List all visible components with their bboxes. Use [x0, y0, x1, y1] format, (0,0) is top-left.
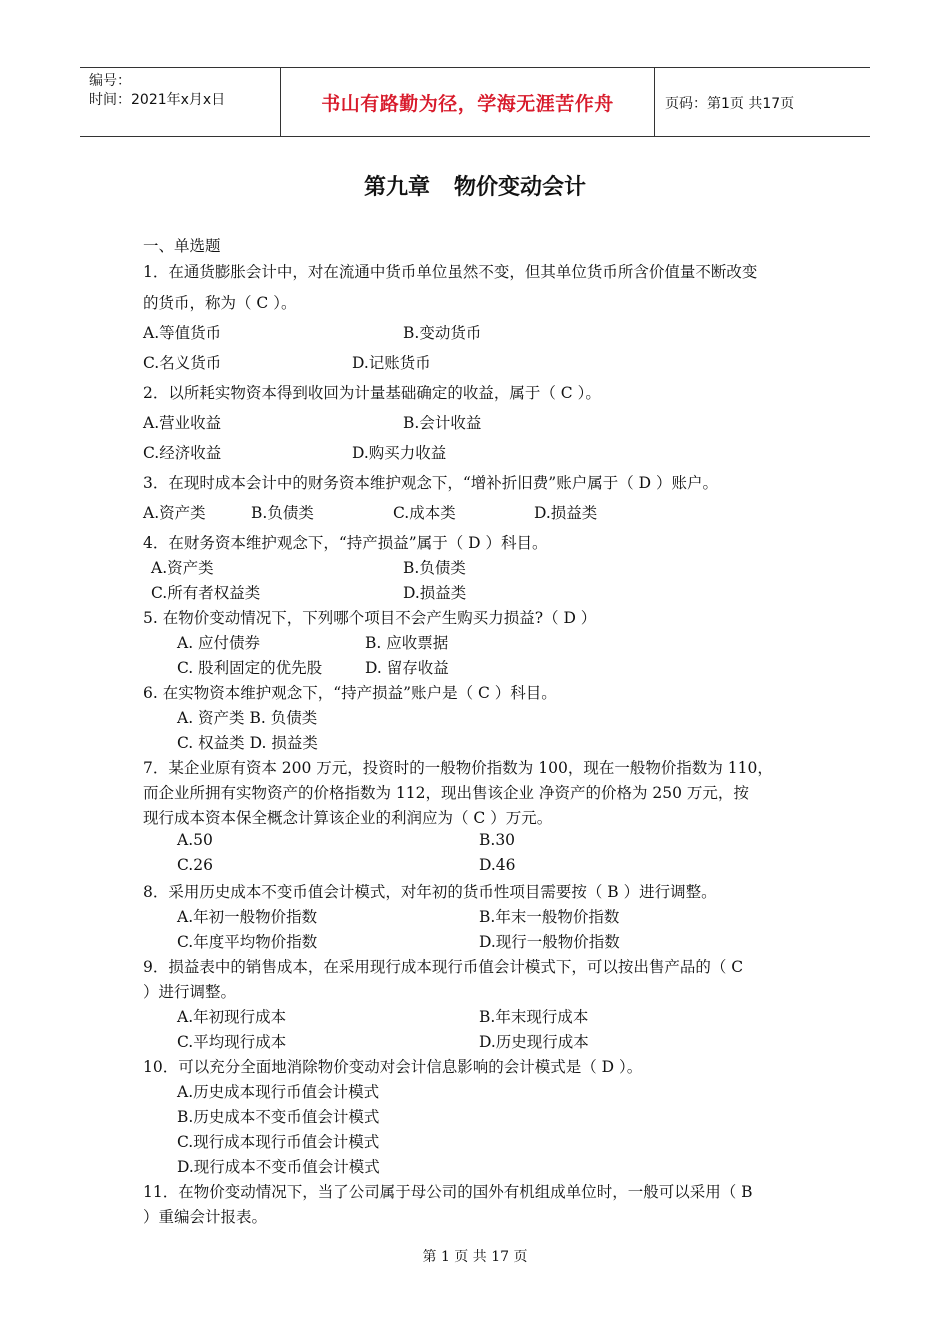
q5-option-d: D. 留存收益 [365, 659, 449, 677]
q8-stem: 8．采用历史成本不变币值会计模式，对年初的货币性项目需要按（ B ）进行调整。 [143, 883, 717, 901]
q3-stem: 3．在现时成本会计中的财务资本维护观念下，“增补折旧费”账户属于（ D ）账户。 [143, 474, 718, 492]
q8-option-b: B.年末一般物价指数 [479, 908, 620, 926]
chapter-title [0, 170, 950, 201]
q4-option-b: B.负债类 [403, 559, 466, 577]
q2-option-a: A.营业收益 [143, 414, 222, 432]
q5-stem: 5. 在物价变动情况下，下列哪个项目不会产生购买力损益?（ D ） [143, 609, 597, 627]
q2-option-c: C.经济收益 [143, 444, 222, 462]
motto-text: 书山有路勤为径，学海无涯苦作舟 [321, 92, 614, 115]
q7-stem-line1: 7．某企业原有资本 200 万元，投资时的一般物价指数为 100，现在一般物价指数为 110， [143, 759, 773, 777]
q7-option-b: B.30 [479, 831, 516, 849]
q3-option-d: D.损益类 [534, 504, 598, 522]
q1-option-a: A.等值货币 [143, 324, 222, 342]
q11-stem-line1: 11．在物价变动情况下，当了公司属于母公司的国外有机组成单位时，一般可以采用（ B [143, 1183, 753, 1201]
q4-option-c: C.所有者权益类 [151, 584, 261, 602]
q9-option-a: A.年初现行成本 [177, 1008, 287, 1026]
q1-option-d: D.记账货币 [352, 354, 431, 372]
q5-option-a: A. 应付债券 [177, 634, 261, 652]
q3-option-b: B.负债类 [251, 504, 314, 522]
q3-option-c: C.成本类 [393, 504, 456, 522]
q9-option-b: B.年末现行成本 [479, 1008, 589, 1026]
q10-option-b: B.历史成本不变币值会计模式 [177, 1108, 380, 1126]
q7-option-d: D.46 [479, 856, 516, 874]
q4-option-a: A.资产类 [151, 559, 214, 577]
document-time-label: 时间：2021年x月x日 [89, 92, 226, 108]
q1-option-b: B.变动货币 [403, 324, 482, 342]
q5-option-b: B. 应收票据 [365, 634, 449, 652]
q2-stem: 2．以所耗实物资本得到收回为计量基础确定的收益，属于（ C ）。 [143, 384, 601, 402]
q3-option-a: A.资产类 [143, 504, 206, 522]
q4-stem: 4．在财务资本维护观念下，“持产损益”属于（ D ）科目。 [143, 534, 548, 552]
q6-options-ab: A. 资产类 B. 负债类 [177, 709, 318, 727]
q9-option-d: D.历史现行成本 [479, 1033, 589, 1051]
q7-stem-line2: 而企业所拥有实物资产的价格指数为 112，现出售该企业 净资产的价格为 250 万元，按 [143, 784, 749, 802]
q1-stem-line2: 的货币，称为（ C ）。 [143, 294, 297, 312]
section-heading: 一、单选题 [143, 237, 221, 255]
q8-option-a: A.年初一般物价指数 [177, 908, 318, 926]
q6-options-cd: C. 权益类 D. 损益类 [177, 734, 318, 752]
q1-stem-line1: 1．在通货膨胀会计中，对在流通中货币单位虽然不变，但其单位货币所含价值量不断改变 [143, 263, 758, 281]
q10-option-a: A.历史成本现行币值会计模式 [177, 1083, 380, 1101]
chapter-number: 第九章 [363, 175, 430, 200]
q8-option-d: D.现行一般物价指数 [479, 933, 620, 951]
q10-option-c: C.现行成本现行币值会计模式 [177, 1133, 380, 1151]
q7-stem-line3: 现行成本资本保全概念计算该企业的利润应为（ C ）万元。 [143, 809, 553, 827]
page-footer: 第 1 页 共 17 页 [422, 1249, 528, 1265]
q1-option-c: C.名义货币 [143, 354, 222, 372]
q10-option-d: D.现行成本不变币值会计模式 [177, 1158, 380, 1176]
chapter-name: 物价变动会计 [454, 175, 587, 200]
header-page-cell [655, 68, 870, 136]
q11-stem-line2: ）重编会计报表。 [143, 1208, 268, 1226]
q5-option-c: C. 股利固定的优先股 [177, 659, 323, 677]
q7-option-a: A.50 [177, 831, 213, 849]
q9-stem-line2: ）进行调整。 [143, 983, 237, 1001]
q10-stem: 10．可以充分全面地消除物价变动对会计信息影响的会计模式是（ D ）。 [143, 1058, 643, 1076]
q8-option-c: C.年度平均物价指数 [177, 933, 318, 951]
q6-stem: 6. 在实物资本维护观念下，“持产损益”账户是（ C ）科目。 [143, 684, 557, 702]
document-number-label: 编号： [89, 73, 131, 89]
q2-option-d: D.购买力收益 [352, 444, 447, 462]
q7-option-c: C.26 [177, 856, 213, 874]
q9-option-c: C.平均现行成本 [177, 1033, 287, 1051]
q2-option-b: B.会计收益 [403, 414, 482, 432]
header-motto-cell [281, 68, 655, 136]
q9-stem-line1: 9．损益表中的销售成本，在采用现行成本现行币值会计模式下，可以按出售产品的（ C [143, 958, 744, 976]
q4-option-d: D.损益类 [403, 584, 467, 602]
header-table [80, 67, 870, 137]
header-meta-cell [80, 68, 281, 136]
page-number-label: 页码：第1页 共17页 [665, 96, 795, 112]
